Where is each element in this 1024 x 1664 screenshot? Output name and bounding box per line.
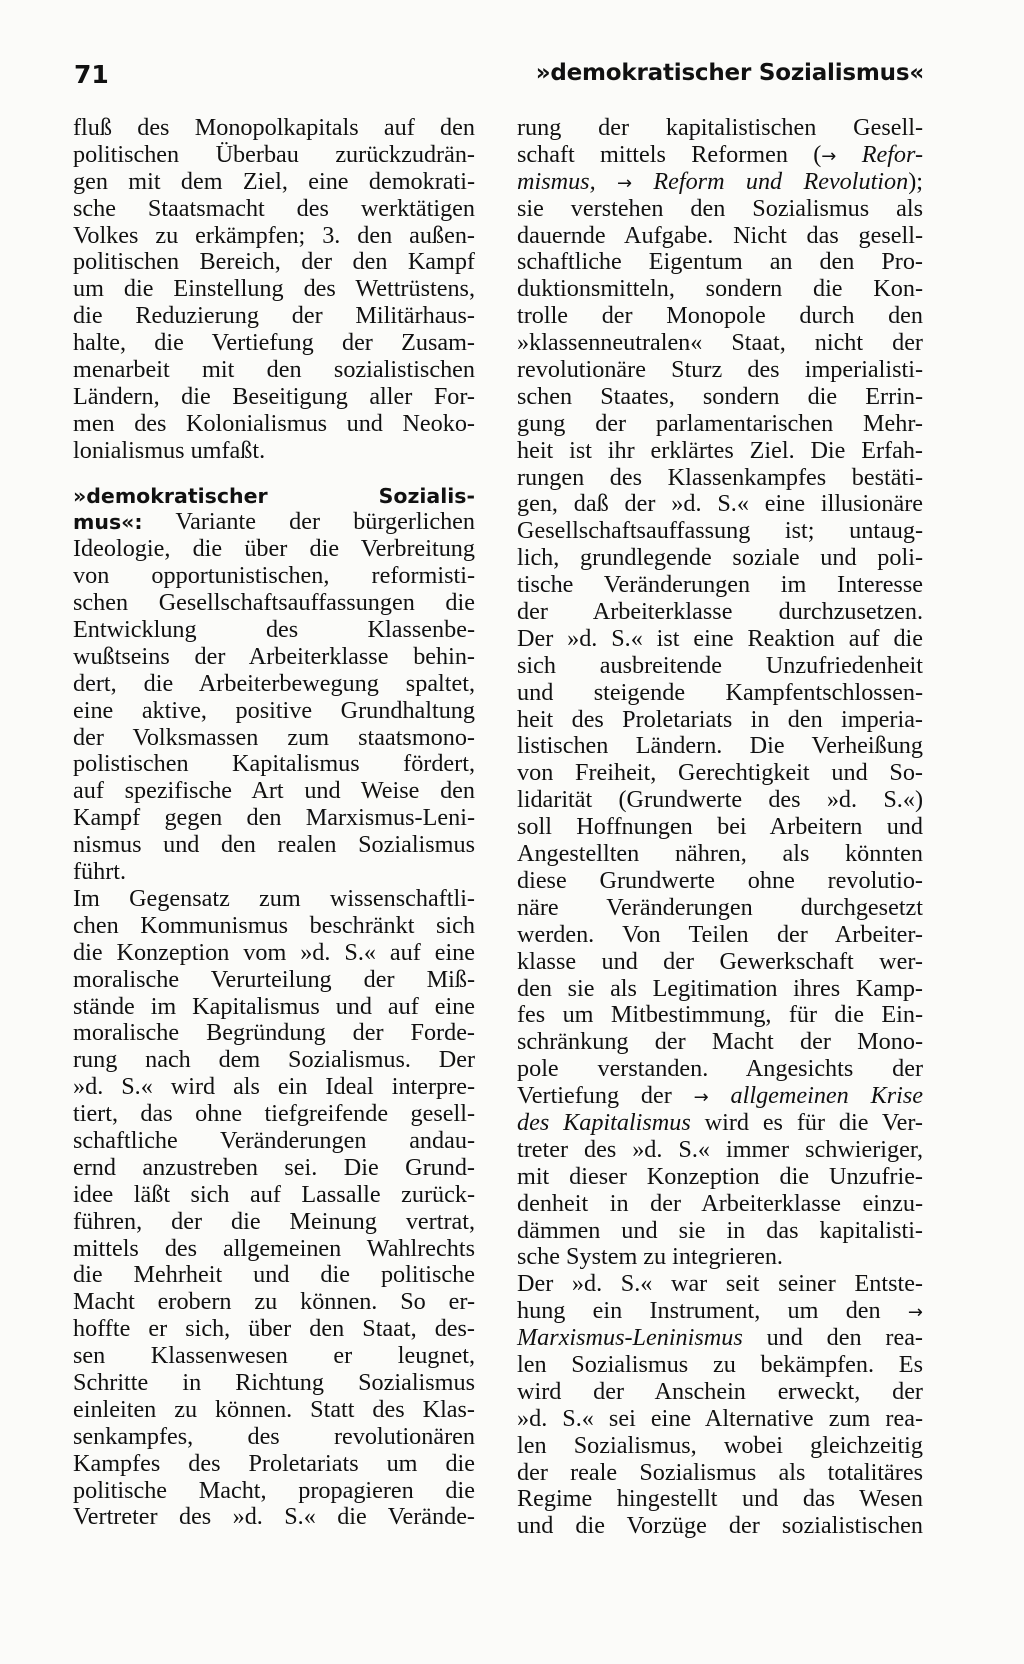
- text-line: senkampfes, des revolutionären: [73, 1422, 475, 1450]
- text-line: fluß des Monopolkapitals auf den: [73, 114, 475, 141]
- left-column: [73, 115, 475, 1531]
- page-number: 71: [74, 60, 109, 89]
- text-line: eine aktive, positive Grundhaltung: [73, 696, 475, 724]
- text-line: Gesellschaftsauffassung ist; untaug-: [517, 517, 923, 545]
- text-line: führen, der die Meinung vertrat,: [73, 1207, 475, 1235]
- text-line: lidarität (Grundwerte des »d. S.«): [517, 786, 923, 814]
- text-line: wußtseins der Arbeiterklasse behin-: [73, 642, 475, 670]
- text-line: um die Einstellung des Wettrüstens,: [73, 275, 475, 303]
- text-line: den sie als Legitimation ihres Kamp-: [517, 974, 923, 1002]
- text-line: gen mit dem Ziel, eine demokrati-: [73, 167, 475, 195]
- text-segment: und den rea-: [742, 1324, 923, 1352]
- text-line: lonialismus umfaßt.: [73, 436, 266, 464]
- text-line: dämmen und sie in das kapitalisti-: [517, 1216, 923, 1244]
- text-line: klasse und der Gewerkschaft wer-: [517, 947, 923, 975]
- text-line: idee läßt sich auf Lassalle zurück-: [73, 1180, 475, 1208]
- text-line: diese Grundwerte ohne revolutio-: [517, 866, 923, 894]
- text-line: [517, 142, 923, 169]
- text-line: halte, die Vertiefung der Zusam-: [73, 329, 475, 357]
- page-header: [0, 60, 1024, 100]
- text-line: Entwicklung des Klassenbe-: [73, 616, 475, 644]
- text-line: mit dieser Konzeption die Unzufrie-: [517, 1162, 923, 1190]
- text-line: nismus und den realen Sozialismus: [73, 831, 475, 859]
- text-line: Vertreter des »d. S.« die Verände-: [73, 1503, 475, 1531]
- text-line: Im Gegensatz zum wissenschaftli-: [73, 884, 475, 912]
- text-line: len Sozialismus, wobei gleichzeitig: [517, 1431, 923, 1459]
- text-line: rungen des Klassenkampfes bestäti-: [517, 463, 923, 491]
- text-segment: Vertiefung der: [517, 1082, 694, 1110]
- text-line: sen Klassenwesen er leugnet,: [73, 1342, 475, 1370]
- text-line: der Arbeiterklasse durchzusetzen.: [517, 598, 923, 626]
- text-line: schaftliche Eigentum an den Pro-: [517, 248, 923, 276]
- text-line: gung der parlamentarischen Mehr-: [517, 409, 923, 437]
- text-line: stände im Kapitalismus und auf eine: [73, 992, 475, 1020]
- definition-start: Variante der bürgerlichen: [142, 508, 475, 536]
- text-line: pole verstanden. Angesichts der: [517, 1055, 923, 1083]
- text-line: dauernde Aufgabe. Nicht das gesell-: [517, 221, 923, 249]
- text-line: treter des »d. S.« immer schwieriger,: [517, 1135, 923, 1163]
- text-line: lich, grundlegende soziale und poli-: [517, 544, 923, 572]
- cross-reference: allgemeinen Krise: [730, 1082, 923, 1110]
- text-line: soll Hoffnungen bei Arbeitern und: [517, 813, 923, 841]
- text-line: »d. S.« wird als ein Ideal interpre-: [73, 1073, 475, 1101]
- text-line: Volkes zu erkämpfen; 3. den außen-: [73, 221, 475, 249]
- text-line: die Konzeption vom »d. S.« auf eine: [73, 938, 475, 966]
- text-line: schen Gesellschaftsauffassungen die: [73, 589, 475, 617]
- text-line: dert, die Arbeiterbewegung spaltet,: [73, 669, 475, 697]
- text-line: moralische Begründung der Forde-: [73, 1019, 475, 1047]
- text-line: schränkung der Macht der Mono-: [517, 1028, 923, 1056]
- text-line: werden. Von Teilen der Arbeiter-: [517, 920, 923, 948]
- text-line: gen, daß der »d. S.« eine illusionäre: [517, 490, 923, 518]
- text-line: die Mehrheit und die politische: [73, 1261, 475, 1289]
- text-line: trolle der Monopole durch den: [517, 302, 923, 330]
- text-line: die Reduzierung der Militärhaus-: [73, 302, 475, 330]
- headword: Sozialis-: [378, 483, 475, 508]
- text-line: heit des Proletariats in den imperia-: [517, 705, 923, 733]
- text-line: Der »d. S.« war seit seiner Entste-: [517, 1270, 923, 1298]
- text-line: [517, 1298, 923, 1325]
- text-line: Kampfes des Proletariats um die: [73, 1449, 475, 1477]
- entry-paragraph: [73, 483, 475, 1532]
- text-line: schen Staates, sondern die Errin-: [517, 382, 923, 410]
- text-line: duktionsmitteln, sondern die Kon-: [517, 275, 923, 303]
- text-line: chen Kommunismus beschränkt sich: [73, 911, 475, 939]
- text-line: wird der Anschein erweckt, der: [517, 1377, 923, 1405]
- text-line: heit ist ihr erklärtes Ziel. Die Erfah-: [517, 436, 923, 464]
- text-line: tische Veränderungen im Interesse: [517, 571, 923, 599]
- text-line: ernd anzustreben sei. Die Grund-: [73, 1153, 475, 1181]
- text-line: Ideologie, die über die Verbreitung: [73, 535, 475, 563]
- text-line: politischen Überbau zurückzudrän-: [73, 140, 475, 168]
- text-line: rung nach dem Sozialismus. Der: [73, 1046, 475, 1074]
- text-line: von opportunistischen, reformisti-: [73, 562, 475, 590]
- text-line: sche Staatsmacht des werktätigen: [73, 194, 475, 222]
- cross-reference: Marxismus-Leninismus: [517, 1324, 743, 1352]
- arrow-icon: →: [693, 1087, 709, 1109]
- text-line: Schritte in Richtung Sozialismus: [73, 1368, 475, 1396]
- text-line: »d. S.« sei eine Alternative zum rea-: [517, 1404, 923, 1432]
- text-line: men des Kolonialismus und Neoko-: [73, 409, 475, 437]
- text-segment: );: [908, 167, 924, 195]
- text-line: len Sozialismus zu bekämpfen. Es: [517, 1350, 923, 1378]
- text-line: rung der kapitalistischen Gesell-: [517, 114, 923, 141]
- cross-reference: mismus,: [517, 167, 596, 195]
- text-line: auf spezifische Art und Weise den: [73, 777, 475, 805]
- headword: »demokratischer: [73, 483, 268, 508]
- text-line: sich ausbreitende Unzufriedenheit: [517, 651, 923, 679]
- cross-reference: des Kapitalismus: [517, 1108, 691, 1136]
- text-line: Macht erobern zu können. So er-: [73, 1288, 475, 1316]
- text-line: politische Macht, propagieren die: [73, 1476, 475, 1504]
- text-line: revolutionäre Sturz des imperialisti-: [517, 356, 923, 384]
- text-line: [517, 1325, 923, 1352]
- headword-line: [73, 483, 475, 510]
- text-line: menarbeit mit den sozialistischen: [73, 356, 475, 384]
- text-line: fes um Mitbestimmung, für die Ein-: [517, 1001, 923, 1029]
- text-line: näre Veränderungen durchgesetzt: [517, 893, 923, 921]
- text-segment: schaft mittels Reformen (: [517, 140, 822, 168]
- text-line: einleiten zu können. Statt des Klas-: [73, 1395, 475, 1423]
- text-line: schaftliche Veränderungen andau-: [73, 1126, 475, 1154]
- text-line: sche System zu integrieren.: [517, 1243, 783, 1271]
- right-column: [517, 115, 923, 1540]
- text-line: und steigende Kampfentschlossen-: [517, 678, 923, 706]
- text-segment: hung ein Instrument, um den: [517, 1297, 881, 1325]
- text-line: politischen Bereich, der den Kampf: [73, 248, 475, 276]
- text-line: hoffte er sich, über den Staat, des-: [73, 1315, 475, 1343]
- text-line: Ländern, die Beseitigung aller For-: [73, 382, 475, 410]
- text-line: tiert, das ohne tiefgreifende gesell-: [73, 1100, 475, 1128]
- arrow-icon: →: [907, 1302, 923, 1324]
- arrow-icon: →: [821, 145, 837, 167]
- headword: mus«:: [73, 510, 143, 535]
- text-line: Regime hingestellt und das Wesen: [517, 1485, 923, 1513]
- text-line: denheit in der Arbeiterklasse einzu-: [517, 1189, 923, 1217]
- text-line: mittels des allgemeinen Wahlrechts: [73, 1234, 475, 1262]
- text-line: der Volksmassen zum staatsmono-: [73, 723, 475, 751]
- cross-reference: Refor-: [861, 140, 923, 168]
- text-line: Angestellten nähren, als könnten: [517, 840, 923, 868]
- text-line: sie verstehen den Sozialismus als: [517, 194, 923, 222]
- text-line: führt.: [73, 858, 127, 886]
- cross-reference: Reform und Revolution: [653, 167, 909, 195]
- text-line: »klassenneutralen« Staat, nicht der: [517, 329, 923, 357]
- text-line: [517, 1083, 923, 1110]
- text-line: moralische Verurteilung der Miß-: [73, 965, 475, 993]
- running-title: »demokratischer Sozialismus«: [535, 60, 924, 86]
- text-line: [517, 169, 923, 196]
- arrow-icon: →: [616, 172, 633, 194]
- text-line: [517, 1110, 923, 1137]
- intro-paragraph: [73, 115, 475, 465]
- text-line: [73, 509, 475, 536]
- text-line: listischen Ländern. Die Verheißung: [517, 732, 923, 760]
- text-line: Der »d. S.« ist eine Reaktion auf die: [517, 624, 923, 652]
- text-line: von Freiheit, Gerechtigkeit und So-: [517, 759, 923, 787]
- text-line: Kampf gegen den Marxismus-Leni-: [73, 804, 475, 832]
- text-line: und die Vorzüge der sozialistischen: [517, 1512, 923, 1540]
- text-line: der reale Sozialismus als totalitäres: [517, 1458, 923, 1486]
- text-segment: wird es für die Ver-: [690, 1108, 923, 1136]
- text-line: polistischen Kapitalismus fördert,: [73, 750, 475, 778]
